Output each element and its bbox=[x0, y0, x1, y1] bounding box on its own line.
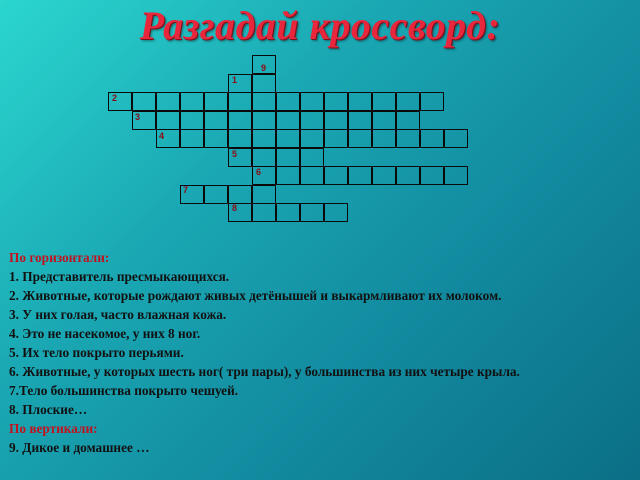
clue-number-7: 7 bbox=[183, 185, 189, 195]
across-clue-3: 3. У них голая, часто влажная кожа. bbox=[9, 307, 227, 322]
crossword-cell-three[interactable] bbox=[180, 111, 204, 130]
crossword-cell-six[interactable] bbox=[444, 166, 468, 185]
crossword-cell-six[interactable] bbox=[300, 166, 324, 185]
crossword-cell-two[interactable] bbox=[348, 92, 372, 111]
crossword-cell-eight[interactable] bbox=[252, 203, 276, 222]
crossword-cell-six[interactable] bbox=[396, 166, 420, 185]
crossword-cell-three[interactable] bbox=[324, 111, 348, 130]
crossword-cell-six[interactable] bbox=[420, 166, 444, 185]
down-heading: По вертикали: bbox=[9, 421, 98, 436]
crossword-cell-three[interactable] bbox=[396, 111, 420, 130]
crossword-cell-eight[interactable] bbox=[276, 203, 300, 222]
crossword-cell-six[interactable] bbox=[348, 166, 372, 185]
across-clue-2: 2. Животные, которые рождают живых детёнышей и выкармливают их молоком. bbox=[9, 288, 502, 303]
crossword-cell-seven[interactable] bbox=[252, 185, 276, 204]
clue-number-5: 5 bbox=[232, 149, 238, 159]
crossword-cell-five[interactable] bbox=[300, 148, 324, 167]
crossword-cell-four[interactable] bbox=[396, 129, 420, 148]
crossword-cell-six[interactable] bbox=[324, 166, 348, 185]
crossword-cell-three[interactable] bbox=[372, 111, 396, 130]
crossword-cell-two[interactable] bbox=[324, 92, 348, 111]
crossword-cell-two[interactable] bbox=[396, 92, 420, 111]
clue-number-3: 3 bbox=[135, 112, 141, 122]
crossword-cell-four[interactable] bbox=[444, 129, 468, 148]
crossword-cell-two[interactable] bbox=[252, 92, 276, 111]
crossword-cell-four[interactable] bbox=[348, 129, 372, 148]
clue-number-2: 2 bbox=[112, 93, 118, 103]
across-clue-5: 5. Их тело покрыто перьями. bbox=[9, 345, 184, 360]
crossword-cell-four[interactable] bbox=[420, 129, 444, 148]
crossword-cell-four[interactable] bbox=[300, 129, 324, 148]
clue-number-1: 1 bbox=[232, 75, 238, 85]
clue-number-8: 8 bbox=[232, 203, 238, 213]
crossword-cell-three[interactable] bbox=[228, 111, 252, 130]
crossword-cell-three[interactable] bbox=[156, 111, 180, 130]
clue-number-9: 9 bbox=[261, 63, 267, 73]
crossword-cell-three[interactable] bbox=[252, 111, 276, 130]
crossword-cell-seven[interactable] bbox=[228, 185, 252, 204]
across-clue-8: 8. Плоские… bbox=[9, 402, 88, 417]
crossword-cell-four[interactable] bbox=[180, 129, 204, 148]
crossword-cell-two[interactable] bbox=[300, 92, 324, 111]
crossword-cell-two[interactable] bbox=[156, 92, 180, 111]
clue-number-4: 4 bbox=[159, 131, 165, 141]
crossword-cell-four[interactable] bbox=[204, 129, 228, 148]
crossword-cell-two[interactable] bbox=[420, 92, 444, 111]
crossword-cell-two[interactable] bbox=[180, 92, 204, 111]
crossword-cell-two[interactable] bbox=[372, 92, 396, 111]
crossword-cell-one[interactable] bbox=[252, 74, 276, 93]
crossword-cell-two[interactable] bbox=[228, 92, 252, 111]
crossword-cell-four[interactable] bbox=[252, 129, 276, 148]
across-clue-7: 7.Тело большинства покрыто чешуей. bbox=[9, 383, 239, 398]
crossword-cell-four[interactable] bbox=[372, 129, 396, 148]
crossword-cell-two[interactable] bbox=[204, 92, 228, 111]
page-title: Разгадай кроссворд: bbox=[139, 3, 501, 48]
crossword-cell-four[interactable] bbox=[228, 129, 252, 148]
crossword-cell-seven[interactable] bbox=[204, 185, 228, 204]
across-clue-1: 1. Представитель пресмыкающихся. bbox=[9, 269, 230, 284]
crossword-cell-eight[interactable] bbox=[324, 203, 348, 222]
crossword-cell-four[interactable] bbox=[276, 129, 300, 148]
across-heading: По горизонтали: bbox=[9, 250, 110, 265]
crossword-cell-three[interactable] bbox=[276, 111, 300, 130]
across-clue-6: 6. Животные, у которых шесть ног( три пары), у большинства из них четыре крыла. bbox=[9, 364, 520, 379]
clue-number-6: 6 bbox=[256, 167, 262, 177]
crossword-cell-three[interactable] bbox=[348, 111, 372, 130]
down-clue-9: 9. Дикое и домашнее … bbox=[9, 440, 150, 455]
crossword-cell-three[interactable] bbox=[204, 111, 228, 130]
crossword-cell-five[interactable] bbox=[276, 148, 300, 167]
clues-block bbox=[9, 248, 634, 457]
crossword-cell-six[interactable] bbox=[276, 166, 300, 185]
across-clue-4: 4. Это не насекомое, у них 8 ног. bbox=[9, 326, 201, 341]
crossword-cell-two[interactable] bbox=[132, 92, 156, 111]
crossword-cell-four[interactable] bbox=[324, 129, 348, 148]
crossword-cell-eight[interactable] bbox=[300, 203, 324, 222]
crossword-cell-two[interactable] bbox=[276, 92, 300, 111]
crossword-cell-three[interactable] bbox=[300, 111, 324, 130]
crossword-cell-five[interactable] bbox=[252, 148, 276, 167]
crossword-cell-six[interactable] bbox=[372, 166, 396, 185]
